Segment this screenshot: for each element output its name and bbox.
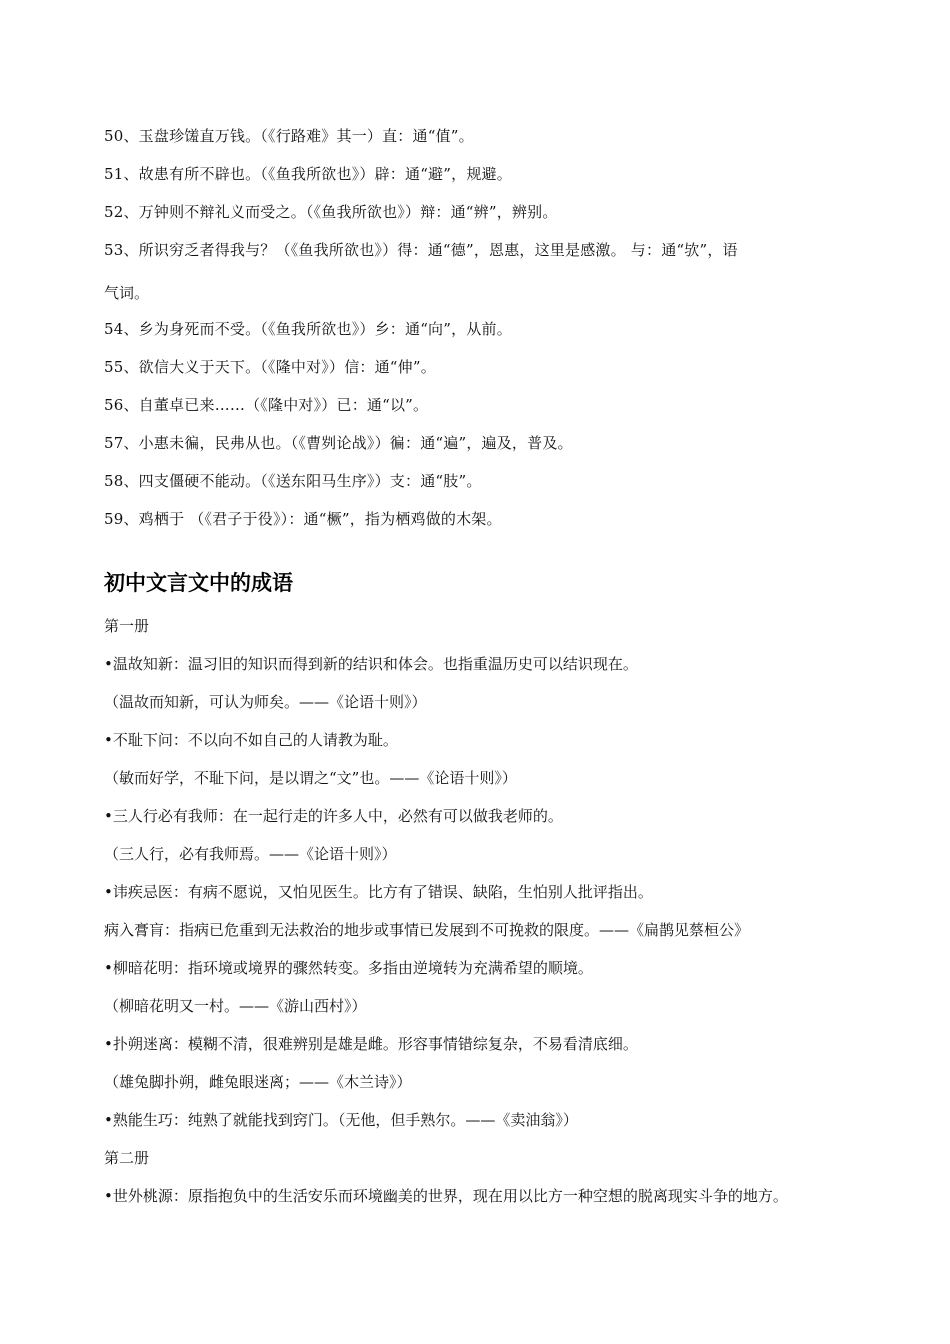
- list-item: •不耻下问：不以向不如自己的人请教为耻。: [104, 731, 398, 749]
- list-item: （三人行，必有我师焉。——《论语十则》）: [104, 845, 397, 863]
- list-item: 气词。: [104, 284, 150, 302]
- list-item: 51、故患有所不辟也。（《鱼我所欲也》）辟：通“避”，规避。: [104, 165, 512, 183]
- list-item: •讳疾忌医：有病不愿说，又怕见医生。比方有了错误、缺陷，生怕别人批评指出。: [104, 883, 653, 901]
- list-item: （温故而知新，可认为师矣。——《论语十则》）: [104, 693, 427, 711]
- list-item: 病入膏肓：指病已危重到无法救治的地步或事情已发展到不可挽救的限度。——《扁鹊见蔡桓公》: [104, 921, 750, 939]
- list-item: •扑朔迷离：模糊不清，很难辨别是雄是雌。形容事情错综复杂，不易看清底细。: [104, 1035, 638, 1053]
- list-item: 50、玉盘珍馐直万钱。（《行路难》其一）直：通“值”。: [104, 127, 474, 145]
- list-item: 56、自董卓已来……（《隆中对》）已：通“以”。: [104, 396, 429, 414]
- volume-label: 第二册: [104, 1149, 150, 1167]
- volume-label: 第一册: [104, 617, 150, 635]
- list-item: •世外桃源：原指抱负中的生活安乐而环境幽美的世界，现在用以比方一种空想的脱离现实斗争的地方。: [104, 1187, 788, 1205]
- section-title: 初中文言文中的成语: [104, 571, 293, 595]
- list-item: 55、欲信大义于天下。（《隆中对》）信：通“伸”。: [104, 358, 436, 376]
- list-item: •三人行必有我师：在一起行走的许多人中，必然有可以做我老师的。: [104, 807, 563, 825]
- list-item: 54、乡为身死而不受。（《鱼我所欲也》）乡：通“向”，从前。: [104, 320, 512, 338]
- list-item: 59、鸡栖于 （《君子于役》）：通“橛”，指为栖鸡做的木架。: [104, 510, 502, 528]
- list-item: （柳暗花明又一村。——《游山西村》）: [104, 997, 367, 1015]
- list-item: 57、小惠未徧，民弗从也。（《曹刿论战》）徧：通“遍”，遍及，普及。: [104, 434, 573, 452]
- list-item: •熟能生巧：纯熟了就能找到窍门。（无他，但手熟尔。——《卖油翁》）: [104, 1111, 578, 1129]
- list-item: •柳暗花明：指环境或境界的骤然转变。多指由逆境转为充满希望的顺境。: [104, 959, 593, 977]
- list-item: 58、四支僵硬不能动。（《送东阳马生序》）支：通“肢”。: [104, 472, 482, 490]
- list-item: （敏而好学，不耻下问，是以谓之“文”也。——《论语十则》）: [104, 769, 517, 787]
- list-item: （雄兔脚扑朔，雌兔眼迷离；——《木兰诗》）: [104, 1073, 412, 1091]
- list-item: •温故知新：温习旧的知识而得到新的结识和体会。也指重温历史可以结识现在。: [104, 655, 638, 673]
- list-item: 52、万钟则不辩礼义而受之。（《鱼我所欲也》）辩：通“辨”，辨别。: [104, 203, 558, 221]
- list-item: 53、所识穷乏者得我与？（《鱼我所欲也》）得：通“德”，恩惠，这里是感激。 与：通“欤”，语: [104, 241, 738, 259]
